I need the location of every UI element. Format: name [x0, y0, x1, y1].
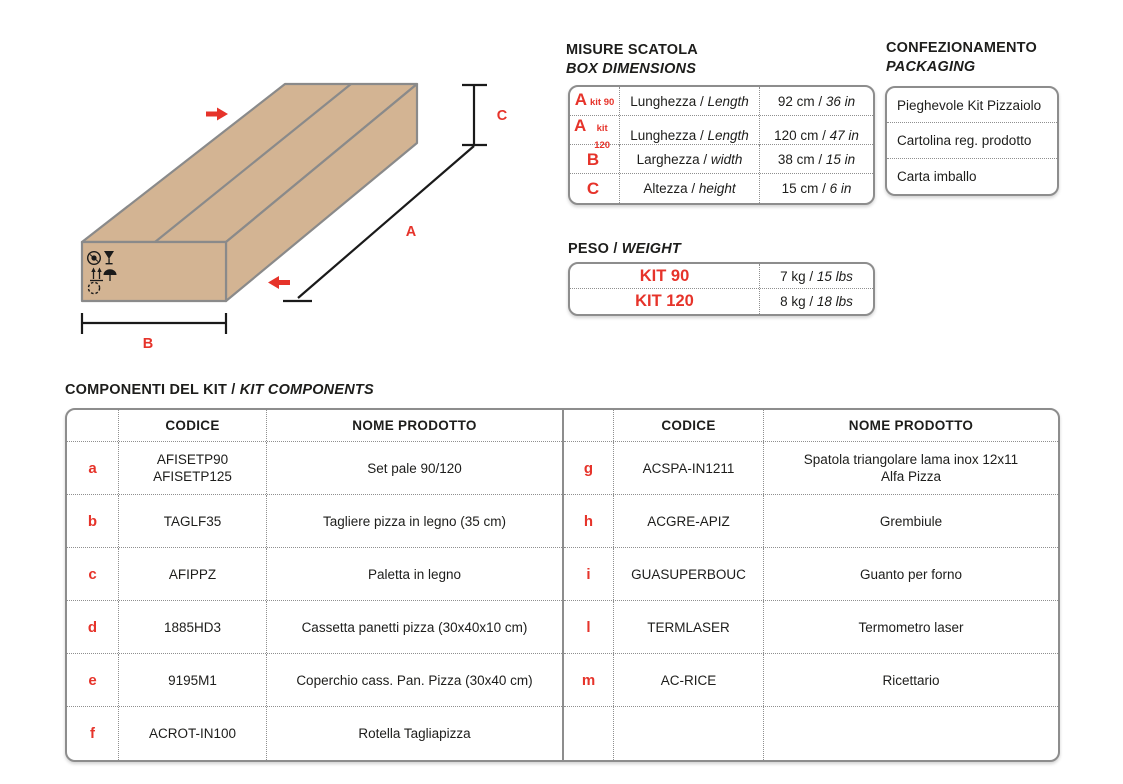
dim-value-cell: 15 cm / 6 in [781, 181, 852, 196]
dimension-line-c [462, 85, 487, 145]
code-header-cell: CODICE [614, 410, 764, 441]
kit-name-cell: KIT 120 [570, 289, 760, 314]
name-cell: Spatola triangolare lama inox 12x11 Alfa Pizza [803, 452, 1019, 484]
letter-cell: c [67, 548, 119, 600]
name-cell: Set pale 90/120 [367, 460, 462, 476]
table-row [564, 442, 1058, 495]
name-cell: Grembiule [879, 513, 943, 529]
table-row [570, 145, 873, 174]
code-cell: TERMLASER [614, 601, 764, 653]
list-item: Cartolina reg. prodotto [887, 123, 1057, 158]
table-row [67, 495, 562, 548]
packaging-title-it: CONFEZIONAMENTO [886, 40, 1037, 56]
box-dimensions-table [568, 85, 875, 205]
list-item: Carta imballo [897, 168, 977, 184]
cardboard-box [82, 84, 417, 301]
code-cell: ACGRE-APIZ [614, 495, 764, 547]
kit-name-cell: KIT 90 [570, 264, 760, 288]
code-header-cell: CODICE [119, 410, 267, 441]
name-cell: Guanto per forno [859, 566, 963, 582]
table-row [67, 442, 562, 495]
table-row [570, 87, 873, 116]
dim-value-cell: 92 cm / 36 in [777, 93, 856, 109]
code-cell: ACROT-IN100 [119, 707, 267, 760]
code-cell: AFISETP90 AFISETP125 [119, 442, 267, 494]
letter-cell: e [67, 654, 119, 706]
components-table-right [564, 410, 1058, 760]
table-header-row [564, 410, 1058, 442]
dimension-line-b [82, 313, 226, 334]
letter-cell: d [67, 601, 119, 653]
packaging-title [886, 39, 1037, 76]
dim-code-cell: A kit 120 [570, 116, 620, 155]
code-cell [614, 707, 764, 760]
letter-cell [564, 707, 614, 760]
dim-code-cell: C [570, 174, 620, 203]
box-dimensions-title-en: BOX DIMENSIONS [566, 60, 697, 77]
components-title: COMPONENTI DEL KIT / KIT COMPONENTS [65, 382, 374, 398]
letter-cell: a [67, 442, 119, 494]
table-row [570, 264, 873, 289]
letter-cell: l [564, 601, 614, 653]
letter-cell: b [67, 495, 119, 547]
name-cell: Coperchio cass. Pan. Pizza (30x40 cm) [296, 672, 533, 688]
box-dimensions-title [566, 41, 698, 78]
table-row [570, 289, 873, 314]
code-cell: GUASUPERBOUC [614, 548, 764, 600]
weight-table [568, 262, 875, 316]
dimension-label-b: B [142, 336, 154, 352]
dim-label-cell: Altezza / height [620, 174, 760, 203]
components-table-left [67, 410, 562, 760]
name-cell: Termometro laser [858, 619, 964, 635]
table-row [564, 548, 1058, 601]
letter-cell: g [564, 442, 614, 494]
name-cell [764, 707, 1058, 760]
table-row [570, 174, 873, 203]
list-item: Pieghevole Kit Pizzaiolo [887, 88, 1057, 123]
letter-cell: h [564, 495, 614, 547]
dim-value-cell: 38 cm / 15 in [777, 151, 856, 167]
name-cell: Tagliere pizza in legno (35 cm) [322, 513, 507, 529]
box-front-face [82, 242, 226, 301]
table-row [564, 707, 1058, 760]
code-cell: 1885HD3 [119, 601, 267, 653]
table-row [67, 654, 562, 707]
table-row [67, 548, 562, 601]
table-row [570, 116, 873, 151]
packaging-list [885, 86, 1059, 196]
table-row [67, 601, 562, 654]
kit-weight-cell: 8 kg / 18 lbs [780, 294, 853, 309]
letter-cell: m [564, 654, 614, 706]
components-table [65, 408, 1060, 762]
dim-label-cell: Lunghezza / Length [620, 87, 760, 115]
table-row [564, 495, 1058, 548]
dim-code-cell: B [570, 145, 620, 173]
dim-value-cell: 120 cm / 47 in [774, 128, 859, 143]
dimension-label-c: C [496, 108, 508, 124]
table-header-row [67, 410, 562, 442]
letter-header-cell [564, 410, 614, 441]
table-row [564, 601, 1058, 654]
name-cell: Paletta in legno [367, 566, 462, 582]
letter-header-cell [67, 410, 119, 441]
code-cell: AC-RICE [614, 654, 764, 706]
name-header-cell: NOME PRODOTTO [848, 418, 974, 433]
arrow-right-icon [206, 108, 228, 121]
name-cell: Cassetta panetti pizza (30x40x10 cm) [301, 619, 528, 635]
name-cell: Rotella Tagliapizza [358, 726, 471, 741]
letter-cell: i [564, 548, 614, 600]
dim-code-cell: A kit 90 [570, 87, 620, 115]
code-cell: TAGLF35 [119, 495, 267, 547]
dim-label-cell: Lunghezza / Length [620, 116, 760, 155]
box-dimensions-title-it: MISURE SCATOLA [566, 42, 698, 58]
dimension-label-a: A [405, 224, 417, 240]
code-cell: AFIPPZ [119, 548, 267, 600]
kit-weight-cell: 7 kg / 15 lbs [780, 268, 853, 284]
dim-label-cell: Larghezza / width [620, 145, 760, 173]
table-row [67, 707, 562, 760]
packaging-title-en: PACKAGING [886, 58, 976, 75]
weight-title: PESO / WEIGHT [568, 241, 681, 257]
letter-cell: f [67, 707, 119, 760]
arrow-left-icon [268, 276, 290, 289]
table-row [564, 654, 1058, 707]
name-header-cell: NOME PRODOTTO [352, 418, 477, 433]
code-cell: ACSPA-IN1211 [614, 442, 764, 494]
name-cell: Ricettario [882, 672, 940, 688]
box-illustration [60, 60, 520, 360]
code-cell: 9195M1 [119, 654, 267, 706]
